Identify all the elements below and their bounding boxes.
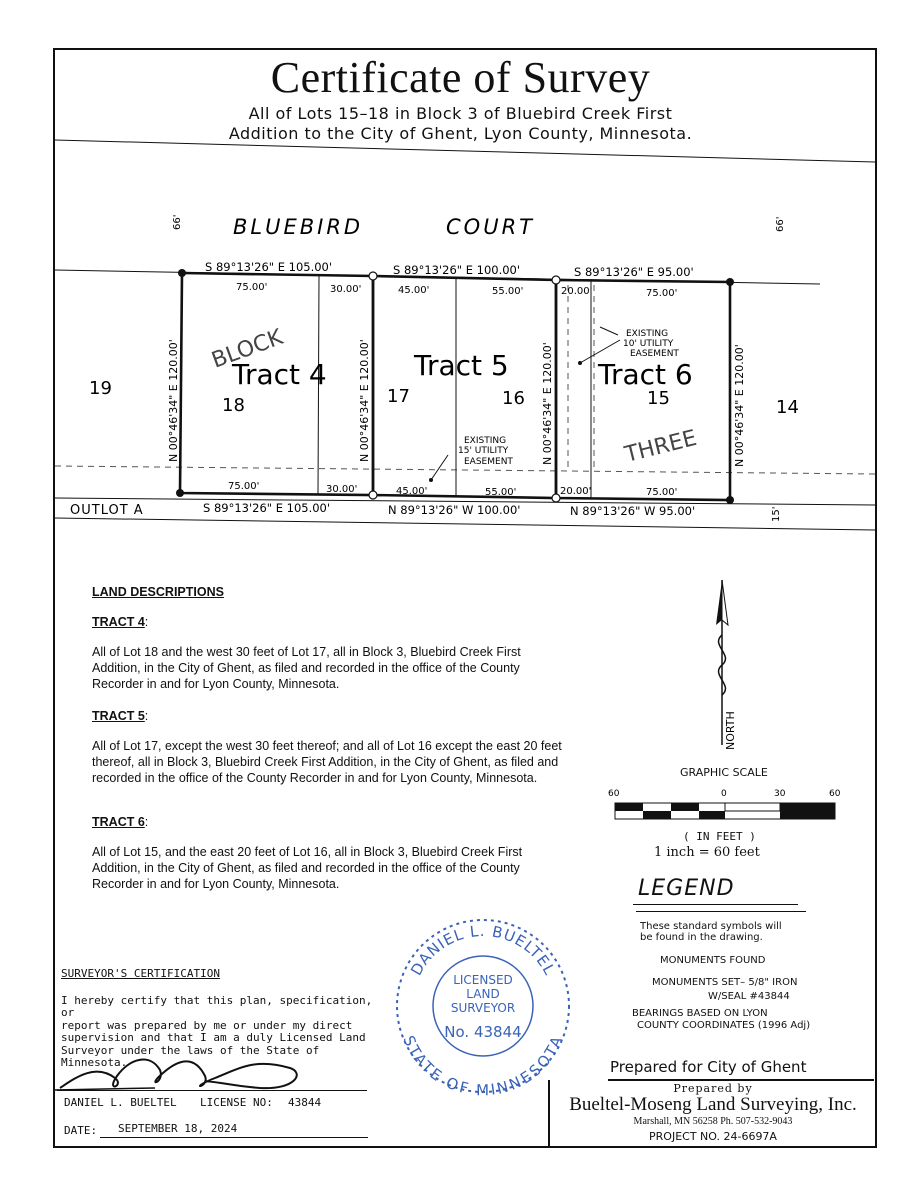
lot-15: 15 [647,388,670,409]
scale-block [615,803,643,811]
dim-lot17-east-bottom: 45.00' [396,486,428,497]
certification-heading: SURVEYOR'S CERTIFICATION [61,967,220,980]
date-line [100,1137,368,1138]
monument-set [369,491,377,499]
north-label: NORTH [724,711,737,750]
seal-land: LAND [466,987,500,1001]
tract-4-description: TRACT 4: All of Lot 18 and the west 30 feet of Lot 17, all in Block 3, Bluebird Creek First Addition, in the City of Ghent, as filed and recorded in the office of the County Recorder in and for Lyon County, Minnesota. [92,614,562,692]
subtitle-line-2: Addition to the City of Ghent, Lyon County, Minnesota. [228,124,693,143]
license-number: 43844 [288,1096,322,1109]
dim-lot18-top: 75.00' [236,282,268,293]
tract-6-text: All of Lot 15, and the east 20 feet of Lot 16, all in Block 3, Bluebird Creek First Addition, in the City of Ghent, as filed and recorded in the office of the County Recorder in and for Lyon County, Minnesota. [92,845,523,891]
legend-monuments-found: MONUMENTS FOUND [660,955,766,966]
monument-set [552,494,560,502]
outlot-width: 15' [771,506,782,522]
utility-easement-line [55,466,875,474]
dim-lot16-top: 55.00' [492,286,524,297]
scale-unit: ( IN FEET ) [683,830,756,843]
dim-lot16-east-bottom: 20.00' [560,486,592,497]
dim-lot16-bottom: 55.00' [485,487,517,498]
row-width-right: 66' [775,216,786,232]
legend-bearings-1: BEARINGS BASED ON LYON [632,1008,768,1019]
monument-found [178,269,186,277]
outlot-line-bottom [55,518,875,530]
monument-found [176,489,184,497]
scale-block [671,803,699,811]
legend-bearings-2: COUNTY COORDINATES (1996 Adj) [637,1020,811,1031]
north-arrow-head [716,580,722,625]
street-name-1: BLUEBIRD [233,215,364,239]
leader-dot [578,361,582,365]
legend-monuments-set-2: W/SEAL #43844 [708,991,790,1002]
seal-number: No. 43844 [444,1023,522,1041]
signature-line [57,1090,367,1091]
tract-5-description: TRACT 5: All of Lot 17, except the west 30 feet thereof; and all of Lot 16 except the east 20 feet thereof, all in Block 3, Bluebird Creek First Addition, in the City of Ghent, as filed and recorded in the office of the County Recorder in and for Lyon County, Minnesota. [92,709,562,785]
bottom-bearing-tract-5: N 89°13'26" W 100.00' [388,503,521,517]
scale-block [699,811,725,819]
prepared-for: Prepared for City of Ghent [610,1058,807,1076]
dim-lot16-east-top: 20.00' [561,286,593,297]
side-bearing-east: N 00°46'34" E 120.00' [733,344,746,467]
lot-14: 14 [776,397,799,418]
lot-17: 17 [387,386,410,407]
side-bearing-tract-5-6: N 00°46'34" E 120.00' [541,342,554,465]
tract-4-heading: TRACT 4 [92,615,145,629]
outlot-label: OUTLOT A [70,503,144,518]
tract-4-text: All of Lot 18 and the west 30 feet of Lot 17, all in Block 3, Bluebird Creek First Addition, in the City of Ghent, as filed and recorded in the office of the County Recorder in and for Lyon County, Minnesota. [92,645,521,691]
legend-monuments-set-1: MONUMENTS SET– 5/8" IRON [652,977,798,988]
graphic-scale-title: GRAPHIC SCALE [680,766,768,779]
scale-block [780,803,835,819]
side-bearing-west: N 00°46'34" E 120.00' [167,339,180,462]
scale-ratio: 1 inch = 60 feet [654,845,760,860]
monument-found [726,496,734,504]
top-bearing-tract-5: S 89°13'26" E 100.00' [393,263,521,277]
dim-lot15-top: 75.00' [646,288,678,299]
legend-note-1: These standard symbols will [640,921,782,932]
easement-15-line-3: EASEMENT [464,457,513,467]
scale-tick-30: 30 [774,789,786,799]
legend-title: LEGEND [638,876,735,901]
monument-set [369,272,377,280]
lot-19: 19 [89,378,112,399]
certification-line-3: supervision and that I am a duly Licensed Land [61,1031,366,1044]
top-bearing-tract-6: S 89°13'26" E 95.00' [574,265,694,279]
company-address: Marshall, MN 56258 Ph. 507-532-9043 [633,1116,793,1127]
monument-found [726,278,734,286]
easement-10-line-1: EXISTING [626,329,669,339]
easement-15-line-2: 15' UTILITY [458,446,509,456]
seal-bottom-arc: STATE OF MINNESOTA [399,1032,567,1096]
land-descriptions-heading: LAND DESCRIPTIONS [92,585,224,599]
certification-line-1: I hereby certify that this plan, specification, or [61,993,373,1019]
north-arrow [700,575,750,755]
scale-tick-60-left: 60 [608,789,620,799]
road-edge-line [55,140,875,162]
block-label: BLOCK [208,324,287,374]
scale-tick-0: 0 [721,789,727,799]
side-bearing-tract-4-5: N 00°46'34" E 120.00' [358,339,371,462]
easement-leader [431,455,448,480]
monument-set [552,276,560,284]
scale-block [643,811,671,819]
tract-6-heading: TRACT 6 [92,815,145,829]
certification-line-4: Surveyor under the laws of the State of Minnesota. [61,1043,320,1069]
dim-lot15-bottom: 75.00' [646,487,678,498]
date-label: DATE: [64,1124,98,1137]
document-title: Certificate of Survey [270,53,651,102]
easement-10-line-2: 10' UTILITY [623,339,674,349]
signature-stroke [60,1060,297,1089]
dim-lot18-bottom: 75.00' [228,481,260,492]
survey-map [0,0,921,560]
company-name: Bueltel-Moseng Land Surveying, Inc. [569,1094,857,1115]
subtitle-line-1: All of Lots 15–18 in Block 3 of Bluebird Creek First [248,104,673,123]
tract-6-description: TRACT 6: All of Lot 15, and the east 20 feet of Lot 16, all in Block 3, Bluebird Creek First Addition, in the City of Ghent, as filed and recorded in the office of the County Recorder in and for Lyon County, Minnesota. [92,814,562,892]
north-arrow-head-outline [722,580,728,625]
easement-leader [600,327,618,335]
top-bearing-tract-4: S 89°13'26" E 105.00' [205,260,333,274]
scale-tick-60-right: 60 [829,789,841,799]
tract-4-label: Tract 4 [232,358,327,391]
legend-note-2: be found in the drawing. [640,932,763,943]
dim-lot17-west-bottom: 30.00' [326,484,358,495]
row-width-left: 66' [172,214,183,230]
dim-lot17-west-top: 30.00' [330,284,362,295]
bottom-bearing-tract-6: N 89°13'26" W 95.00' [570,504,696,518]
lot-16: 16 [502,388,525,409]
title-block [548,1080,874,1146]
dim-lot17-east-top: 45.00' [398,285,430,296]
tract-5-label: Tract 5 [414,349,509,382]
scale-block [725,803,780,811]
easement-15-line-1: EXISTING [464,436,507,446]
street-name-2: COURT [446,215,535,239]
graphic-scale-bar [605,786,845,826]
block-label-three: THREE [622,425,700,468]
legend-rule-2 [636,911,806,912]
surveyor-seal [388,916,578,1096]
certification-line-2: report was prepared by me or under my direct [61,1018,353,1032]
prepared-by: Prepared by [673,1082,753,1095]
seal-top-arc: DANIEL L. BUELTEL [407,921,559,979]
signing-date: SEPTEMBER 18, 2024 [118,1122,238,1135]
legend-rule [633,904,798,905]
surveyor-name: DANIEL L. BUELTEL [64,1096,177,1109]
tract-6-label: Tract 6 [598,358,693,391]
land-descriptions [92,584,562,600]
tract-5-text: All of Lot 17, except the west 30 feet thereof; and all of Lot 16 except the east 20 feet thereof, all in Block 3, Bluebird Creek First Addition, in the City of Ghent, as filed and recorded in the office of the County Recorder in and for Lyon County, Minnesota. [92,739,562,785]
bottom-bearing-tract-4: S 89°13'26" E 105.00' [203,501,331,515]
project-number: PROJECT NO. 24-6697A [649,1130,777,1143]
easement-10-line-3: EASEMENT [630,349,679,359]
license-label: LICENSE NO: [200,1096,273,1109]
leader-dot [429,478,433,482]
seal-surveyor: SURVEYOR [450,1001,516,1015]
tract-5-heading: TRACT 5 [92,709,145,723]
lot-18: 18 [222,395,245,416]
seal-licensed: LICENSED [453,973,513,987]
